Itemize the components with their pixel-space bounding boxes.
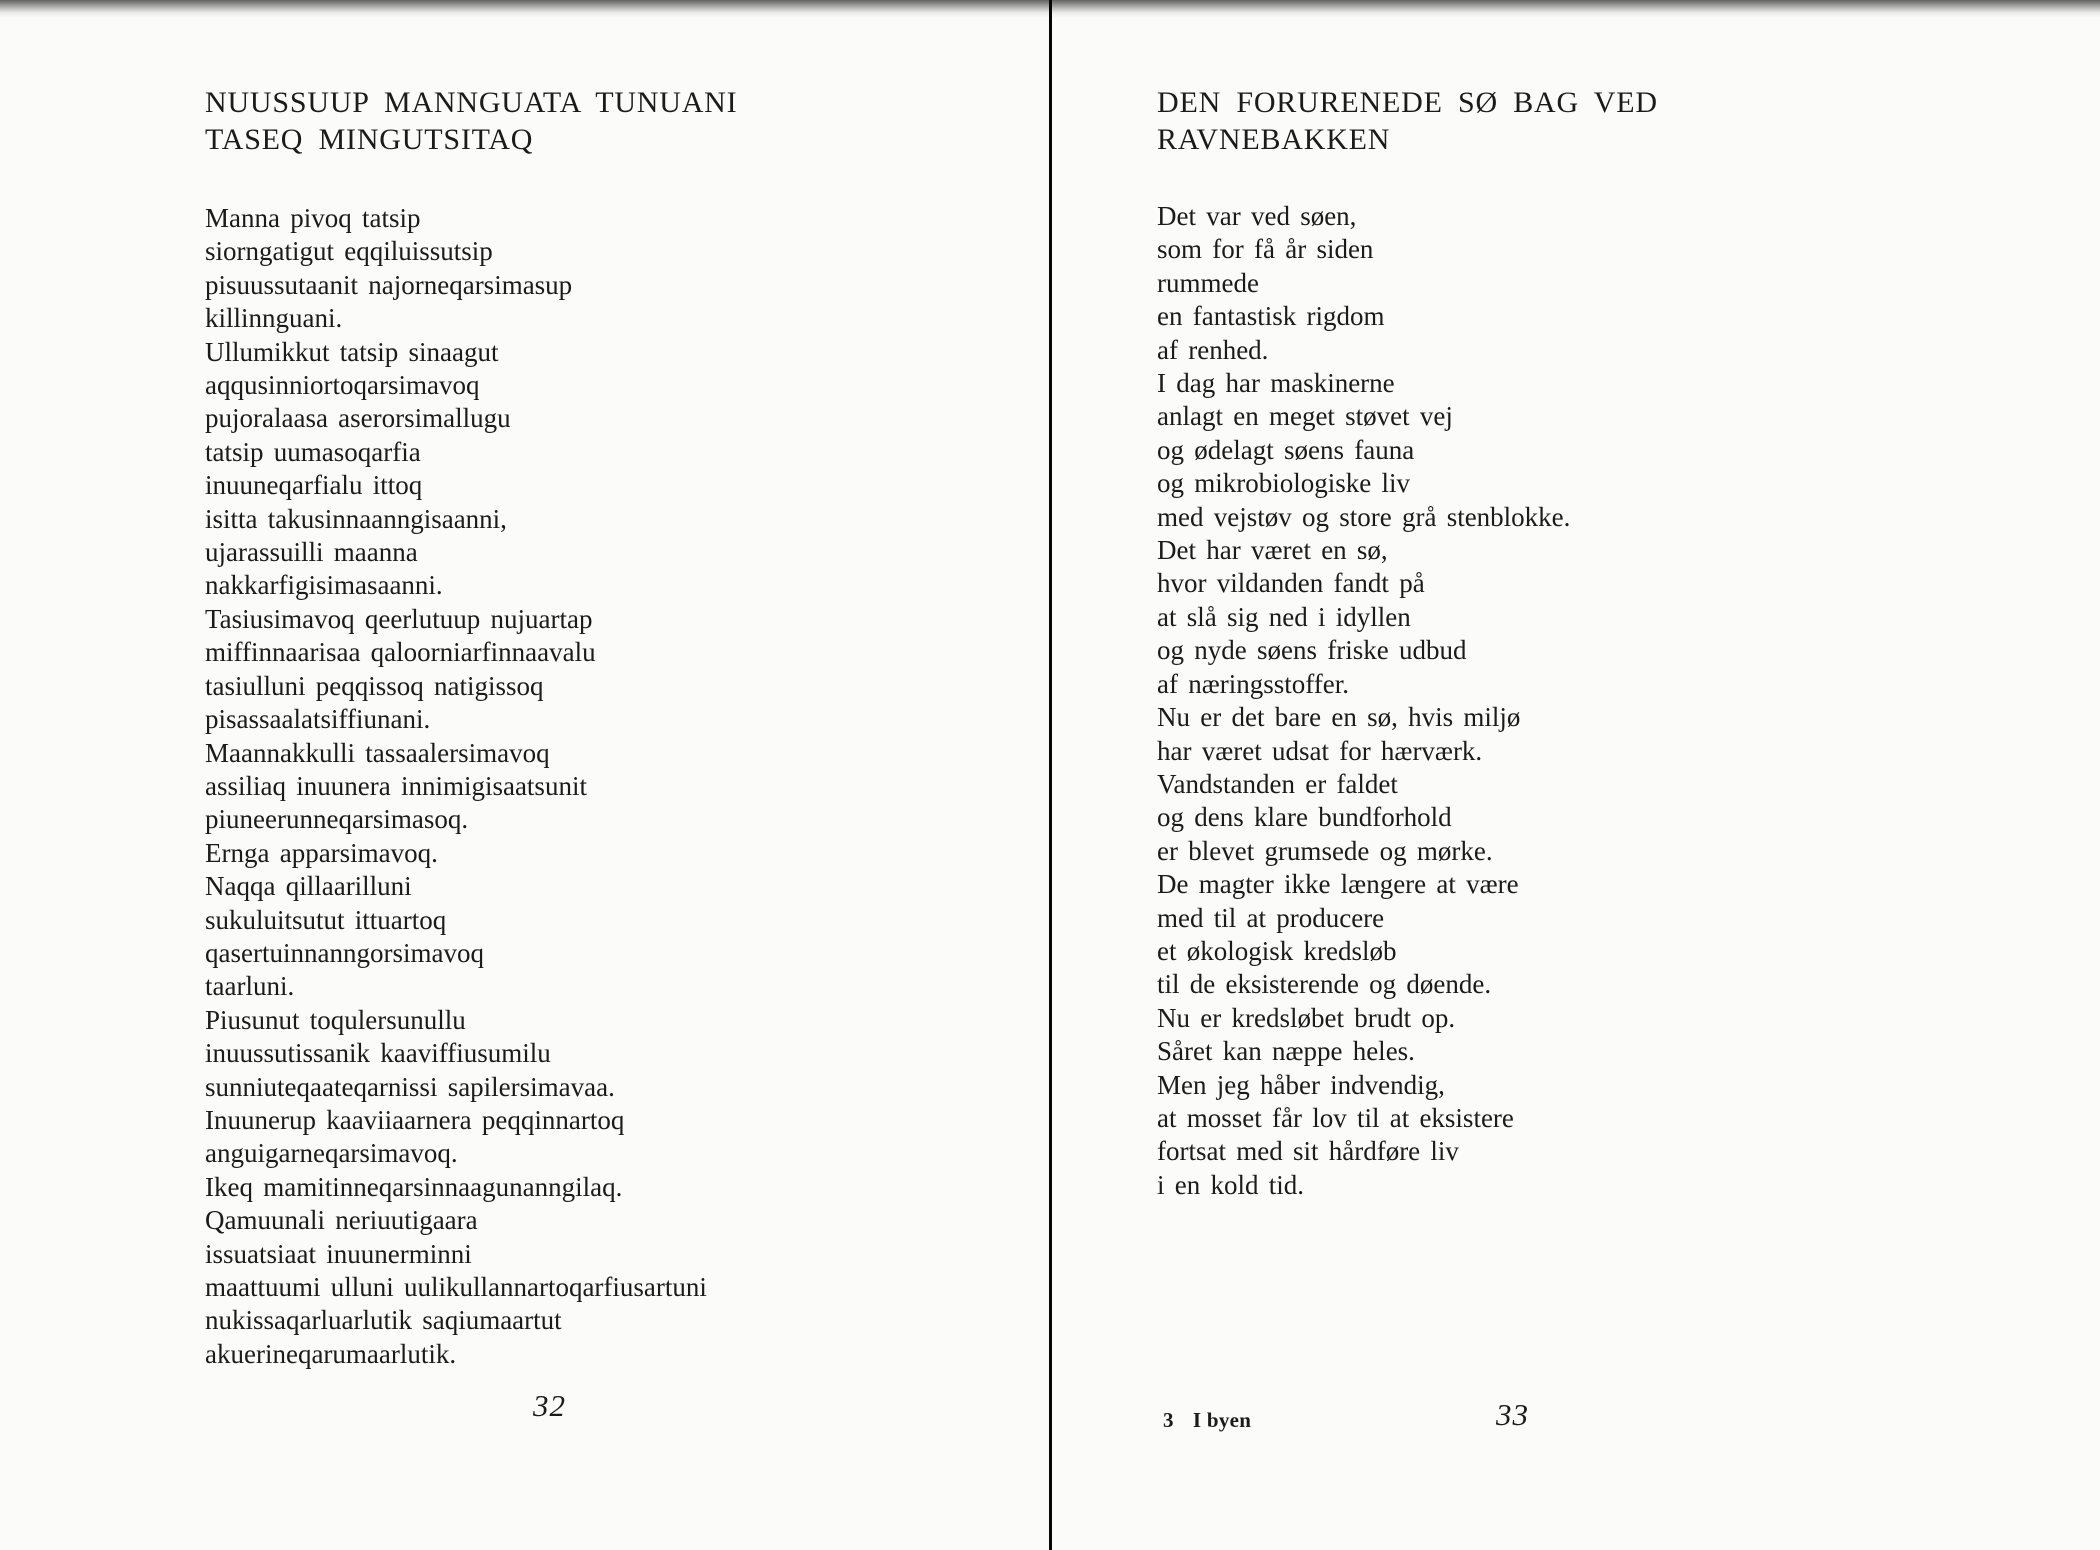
poem-line: til de eksisterende og døende.: [1157, 969, 1492, 1000]
poem-line: inuuneqarfialu ittoq: [205, 470, 423, 501]
poem-line: assiliaq inuunera innimigisaatsunit: [205, 770, 587, 801]
poem-line: sunniuteqaateqarnissi sapilersimavaa.: [205, 1071, 615, 1102]
poem-line: nakkarfigisimasaanni.: [205, 570, 443, 601]
poem-line: pisassaalatsiffiunani.: [205, 704, 431, 735]
poem-line: qasertuinnanngorsimavoq: [205, 937, 484, 968]
poem-line: og nyde søens friske udbud: [1157, 635, 1467, 666]
poem-line: nukissaqarluarlutik saqiumaartut: [205, 1305, 562, 1336]
poem-line: ujarassuilli maanna: [205, 537, 418, 568]
poem-line: anlagt en meget støvet vej: [1157, 401, 1453, 432]
poem-title-line: TASEQ MINGUTSITAQ: [205, 123, 534, 156]
poem-line: Ikeq mamitinneqarsinnaagunanngilaq.: [205, 1171, 623, 1202]
poem-line: Ernga apparsimavoq.: [205, 837, 438, 868]
poem-line: Nu er kredsløbet brudt op.: [1157, 1002, 1456, 1033]
poem-line: Såret kan næppe heles.: [1157, 1036, 1415, 1067]
poem-line: pisuussutaanit najorneqarsimasup: [205, 269, 573, 300]
poem-line: maattuumi ulluni uulikullannartoqarfiusartuni: [205, 1272, 707, 1302]
poem-line: at mosset får lov til at eksistere: [1157, 1102, 1514, 1133]
poem-line: siorngatigut eqqiluissutsip: [205, 236, 493, 267]
poem-line: inuussutissanik kaaviffiusumilu: [205, 1038, 551, 1069]
poem-line: og ødelagt søens fauna: [1157, 434, 1415, 465]
poem-line: anguigarneqarsimavoq.: [205, 1138, 458, 1169]
poem-line: Det har været en sø,: [1157, 535, 1388, 566]
poem-line: rummede: [1157, 267, 1259, 298]
poem-line: Ullumikkut tatsip sinaagut: [205, 336, 499, 367]
poem-line: en fantastisk rigdom: [1157, 301, 1385, 332]
poem-line: Inuunerup kaaviiaarnera peqqinnartoq: [205, 1104, 625, 1135]
chapter-footer: [1163, 1408, 1251, 1433]
left-poem-title: [205, 84, 737, 158]
poem-line: aqqusinniortoqarsimavoq: [205, 370, 480, 401]
poem-line: af næringsstoffer.: [1157, 668, 1349, 699]
poem-line: med til at producere: [1157, 902, 1385, 933]
right-poem-title: [1157, 84, 1658, 158]
left-poem: [205, 202, 707, 1371]
poem-line: Manna pivoq tatsip: [205, 203, 421, 233]
poem-title-line: NUUSSUUP MANNGUATA TUNUANI: [205, 86, 738, 119]
poem-line: med vejstøv og store grå stenblokke.: [1157, 501, 1571, 532]
poem-line: killinnguani.: [205, 303, 343, 334]
poem-line: er blevet grumsede og mørke.: [1157, 835, 1493, 866]
chapter-title: I byen: [1192, 1408, 1252, 1432]
poem-line: Piusunut toqulersunullu: [205, 1004, 466, 1035]
poem-line: De magter ikke længere at være: [1157, 869, 1519, 900]
poem-line: pujoralaasa aserorsimallugu: [205, 403, 511, 434]
poem-line: har været udsat for hærværk.: [1157, 735, 1483, 766]
poem-line: af renhed.: [1157, 334, 1269, 365]
right-page-number: 33: [1496, 1397, 1529, 1432]
poem-line: sukuluitsutut ittuartoq: [205, 904, 447, 935]
right-page: [1052, 0, 2100, 1550]
left-page: [0, 0, 1049, 1550]
poem-line: Det var ved søen,: [1157, 201, 1357, 231]
poem-line: miffinnaarisaa qaloorniarfinnaavalu: [205, 637, 596, 668]
poem-line: hvor vildanden fandt på: [1157, 568, 1425, 599]
left-page-number: 32: [533, 1388, 566, 1423]
poem-line: akuerineqarumaarlutik.: [205, 1338, 457, 1369]
poem-line: som for få år siden: [1157, 234, 1374, 265]
poem-line: tatsip uumasoqarfia: [205, 436, 421, 467]
poem-line: Nu er det bare en sø, hvis miljø: [1157, 702, 1521, 733]
poem-line: issuatsiaat inuunerminni: [205, 1238, 472, 1269]
poem-line: piuneerunneqarsimasoq.: [205, 804, 469, 835]
poem-line: isitta takusinnaanngisaanni,: [205, 503, 507, 534]
poem-line: Men jeg håber indvendig,: [1157, 1069, 1445, 1100]
poem-line: taarluni.: [205, 971, 295, 1002]
poem-line: at slå sig ned i idyllen: [1157, 601, 1411, 632]
poem-line: I dag har maskinerne: [1157, 368, 1395, 399]
poem-line: Tasiusimavoq qeerlutuup nujuartap: [205, 603, 593, 634]
poem-line: og mikrobiologiske liv: [1157, 468, 1410, 499]
right-poem: [1157, 200, 1570, 1202]
poem-title-line: RAVNEBAKKEN: [1157, 123, 1391, 156]
poem-line: og dens klare bundforhold: [1157, 802, 1452, 833]
poem-line: fortsat med sit hårdføre liv: [1157, 1136, 1459, 1167]
poem-line: et økologisk kredsløb: [1157, 935, 1397, 966]
poem-line: Naqqa qillaarilluni: [205, 871, 412, 902]
chapter-number: 3: [1163, 1408, 1174, 1432]
poem-line: Qamuunali neriuutigaara: [205, 1205, 478, 1236]
poem-line: tasiulluni peqqissoq natigissoq: [205, 670, 544, 701]
poem-line: Vandstanden er faldet: [1157, 768, 1398, 799]
poem-line: Maannakkulli tassaalersimavoq: [205, 737, 550, 768]
poem-line: i en kold tid.: [1157, 1169, 1304, 1200]
poem-title-line: DEN FORURENEDE SØ BAG VED: [1157, 86, 1658, 119]
